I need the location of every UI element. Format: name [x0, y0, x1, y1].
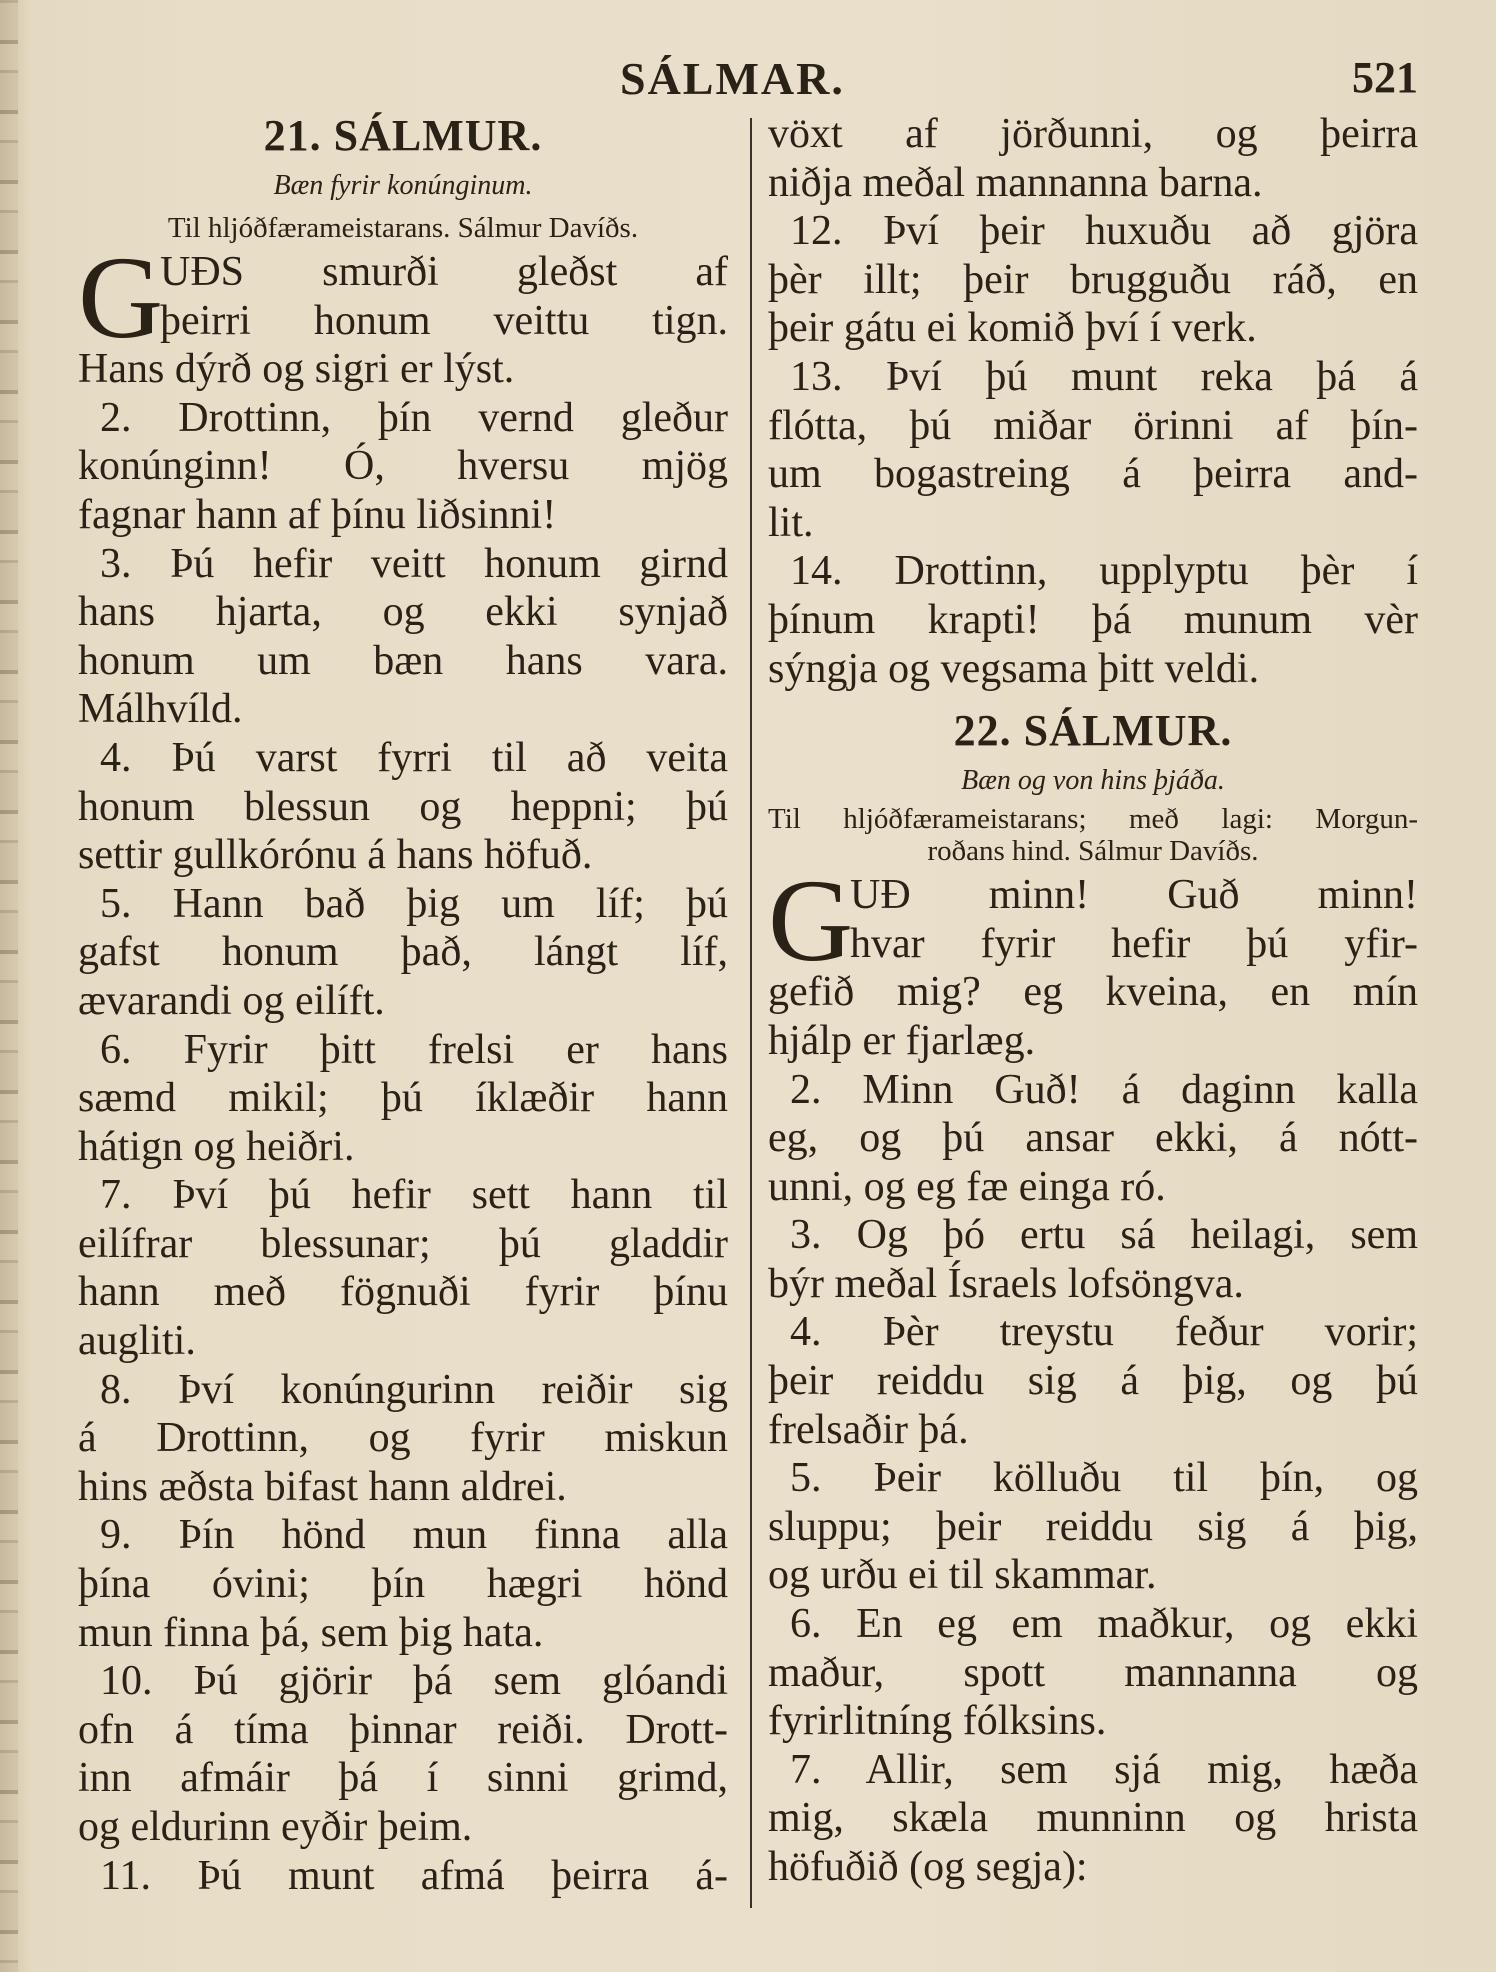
- psalm-22-superscription-line-2: roðans hind. Sálmur Davíðs.: [927, 835, 1259, 868]
- text-line: Málhvíld.: [78, 686, 243, 733]
- text-line: 8. Því konúngurinn reiðir sig: [100, 1366, 728, 1413]
- drop-cap: G: [768, 855, 854, 987]
- text-line: um bogastreing á þeirra and-: [768, 451, 1418, 498]
- text-line: 5. Hann bað þig um líf; þú: [100, 880, 728, 927]
- text-line: 9. Þín hönd mun finna alla: [100, 1512, 728, 1559]
- text-line: hvar fyrir hefir þú yfir-: [850, 920, 1418, 967]
- psalm-21-subtitle: Bæn fyrir konúnginum.: [273, 170, 533, 201]
- text-line: 4. Þèr treystu feður vorir;: [790, 1309, 1418, 1356]
- text-line: ævarandi og eilíft.: [78, 977, 385, 1024]
- text-line: hátign og heiðri.: [78, 1123, 355, 1170]
- text-line: sæmd mikil; þú íklæðir hann: [78, 1075, 728, 1122]
- text-line: 11. Þú munt afmá þeirra á-: [100, 1852, 728, 1899]
- psalm-22-heading: 22. SÁLMUR.: [953, 706, 1233, 756]
- text-line: 5. Þeir kölluðu til þín, og: [790, 1455, 1418, 1502]
- text-line: 4. Þú varst fyrri til að veita: [100, 734, 728, 781]
- text-line: 6. Fyrir þitt frelsi er hans: [100, 1026, 728, 1073]
- text-line: 6. En eg em maðkur, og ekki: [790, 1601, 1418, 1648]
- text-line: inn afmáir þá í sinni grimd,: [78, 1755, 728, 1802]
- text-line: eilífrar blessunar; þú gladdir: [78, 1220, 728, 1267]
- psalm-21-superscription: Til hljóðfærameistarans. Sálmur Davíðs.: [167, 212, 639, 244]
- text-line: hann með fögnuði fyrir þínu: [78, 1269, 728, 1316]
- psalm-22-superscription-line-1: Til hljóðfærameistarans; með lagi: Morgun-: [768, 803, 1418, 836]
- text-line: 3. Og þó ertu sá heilagi, sem: [790, 1212, 1418, 1259]
- text-line: 10. Þú gjörir þá sem glóandi: [100, 1658, 728, 1705]
- text-line: frelsaðir þá.: [768, 1406, 969, 1453]
- text-line: gafst honum það, lángt líf,: [78, 929, 728, 976]
- text-line: vöxt af jörðunni, og þeirra: [768, 111, 1418, 157]
- text-line: sluppu; þeir reiddu sig á þig,: [768, 1503, 1418, 1550]
- text-line: þèr illt; þeir brugguðu ráð, en: [768, 256, 1418, 303]
- text-line: unni, og eg fæ einga ró.: [768, 1163, 1166, 1210]
- text-line: 2. Drottinn, þín vernd gleður: [100, 394, 728, 441]
- psalm-21-heading: 21. SÁLMUR.: [263, 111, 543, 160]
- text-line: fagnar hann af þínu liðsinni!: [78, 491, 557, 538]
- drop-cap: G: [78, 232, 164, 363]
- text-line: mun finna þá, sem þig hata.: [78, 1609, 544, 1656]
- text-line: lit.: [768, 499, 814, 546]
- text-line: þína óvini; þín hægri hönd: [78, 1561, 728, 1608]
- text-line: maður, spott mannanna og: [768, 1649, 1418, 1696]
- psalm-21-continued-text: [768, 110, 1418, 693]
- text-line: þeirri honum veittu tign.: [160, 297, 728, 344]
- text-line: 7. Því þú hefir sett hann til: [100, 1172, 728, 1219]
- text-line: Hans dýrð og sigri er lýst.: [78, 346, 515, 393]
- text-line: á Drottinn, og fyrir miskun: [78, 1415, 728, 1462]
- left-column: [78, 108, 728, 1900]
- text-line: 12. Því þeir huxuðu að gjöra: [790, 208, 1418, 255]
- psalm-22-subtitle: Bæn og von hins þjáða.: [961, 765, 1225, 797]
- text-line: 2. Minn Guð! á daginn kalla: [790, 1066, 1418, 1113]
- text-line: sýngja og vegsama þitt veldi.: [768, 645, 1260, 692]
- text-line: þeir gátu ei komið því í verk.: [768, 305, 1257, 352]
- right-column: [768, 110, 1418, 1892]
- text-line: 14. Drottinn, upplyptu þèr í: [790, 548, 1418, 595]
- text-line: eg, og þú ansar ekki, á nótt-: [768, 1115, 1418, 1162]
- text-line: honum blessun og heppni; þú: [78, 783, 728, 830]
- text-line: býr meðal Ísraels lofsöngva.: [768, 1260, 1244, 1307]
- text-line: hans hjarta, og ekki synjað: [78, 589, 728, 636]
- text-line: settir gullkórónu á hans höfuð.: [78, 832, 593, 879]
- text-line: niðja meðal mannanna barna.: [768, 159, 1263, 206]
- text-line: þínum krapti! þá munum vèr: [768, 596, 1418, 643]
- text-line: gefið mig? eg kveina, en mín: [768, 969, 1418, 1016]
- text-line: honum um bæn hans vara.: [78, 637, 728, 684]
- running-title: SÁLMAR.: [620, 53, 845, 104]
- page-number: 521: [1352, 53, 1418, 102]
- text-line: 7. Allir, sem sjá mig, hæða: [790, 1746, 1418, 1793]
- text-line: konúnginn! Ó, hversu mjög: [78, 443, 728, 490]
- text-line: hjálp er fjarlæg.: [768, 1017, 1036, 1064]
- text-line: flótta, þú miðar örinni af þín-: [768, 402, 1418, 449]
- text-line: augliti.: [78, 1318, 196, 1365]
- psalm-22-text: [768, 855, 1418, 1891]
- text-line: 3. Þú hefir veitt honum girnd: [100, 540, 728, 587]
- psalm-21-text: [78, 232, 728, 1900]
- text-line: og urðu ei til skammar.: [768, 1552, 1157, 1599]
- text-line: UÐS smurði gleðst af: [160, 249, 728, 295]
- book-spine-edge: [0, 0, 18, 1972]
- text-line: 13. Því þú munt reka þá á: [790, 353, 1418, 400]
- column-divider: [750, 118, 752, 1908]
- text-line: hins æðsta bifast hann aldrei.: [78, 1463, 567, 1510]
- text-line: fyrirlitníng fólksins.: [768, 1698, 1107, 1745]
- text-line: þeir reiddu sig á þig, og þú: [768, 1358, 1418, 1405]
- text-line: ofn á tíma þinnar reiði. Drott-: [78, 1706, 728, 1753]
- text-line: mig, skæla munninn og hrista: [768, 1795, 1418, 1842]
- text-line: og eldurinn eyðir þeim.: [78, 1804, 473, 1850]
- text-line: höfuðið (og segja):: [768, 1844, 1088, 1890]
- text-line: UÐ minn! Guð minn!: [850, 872, 1418, 919]
